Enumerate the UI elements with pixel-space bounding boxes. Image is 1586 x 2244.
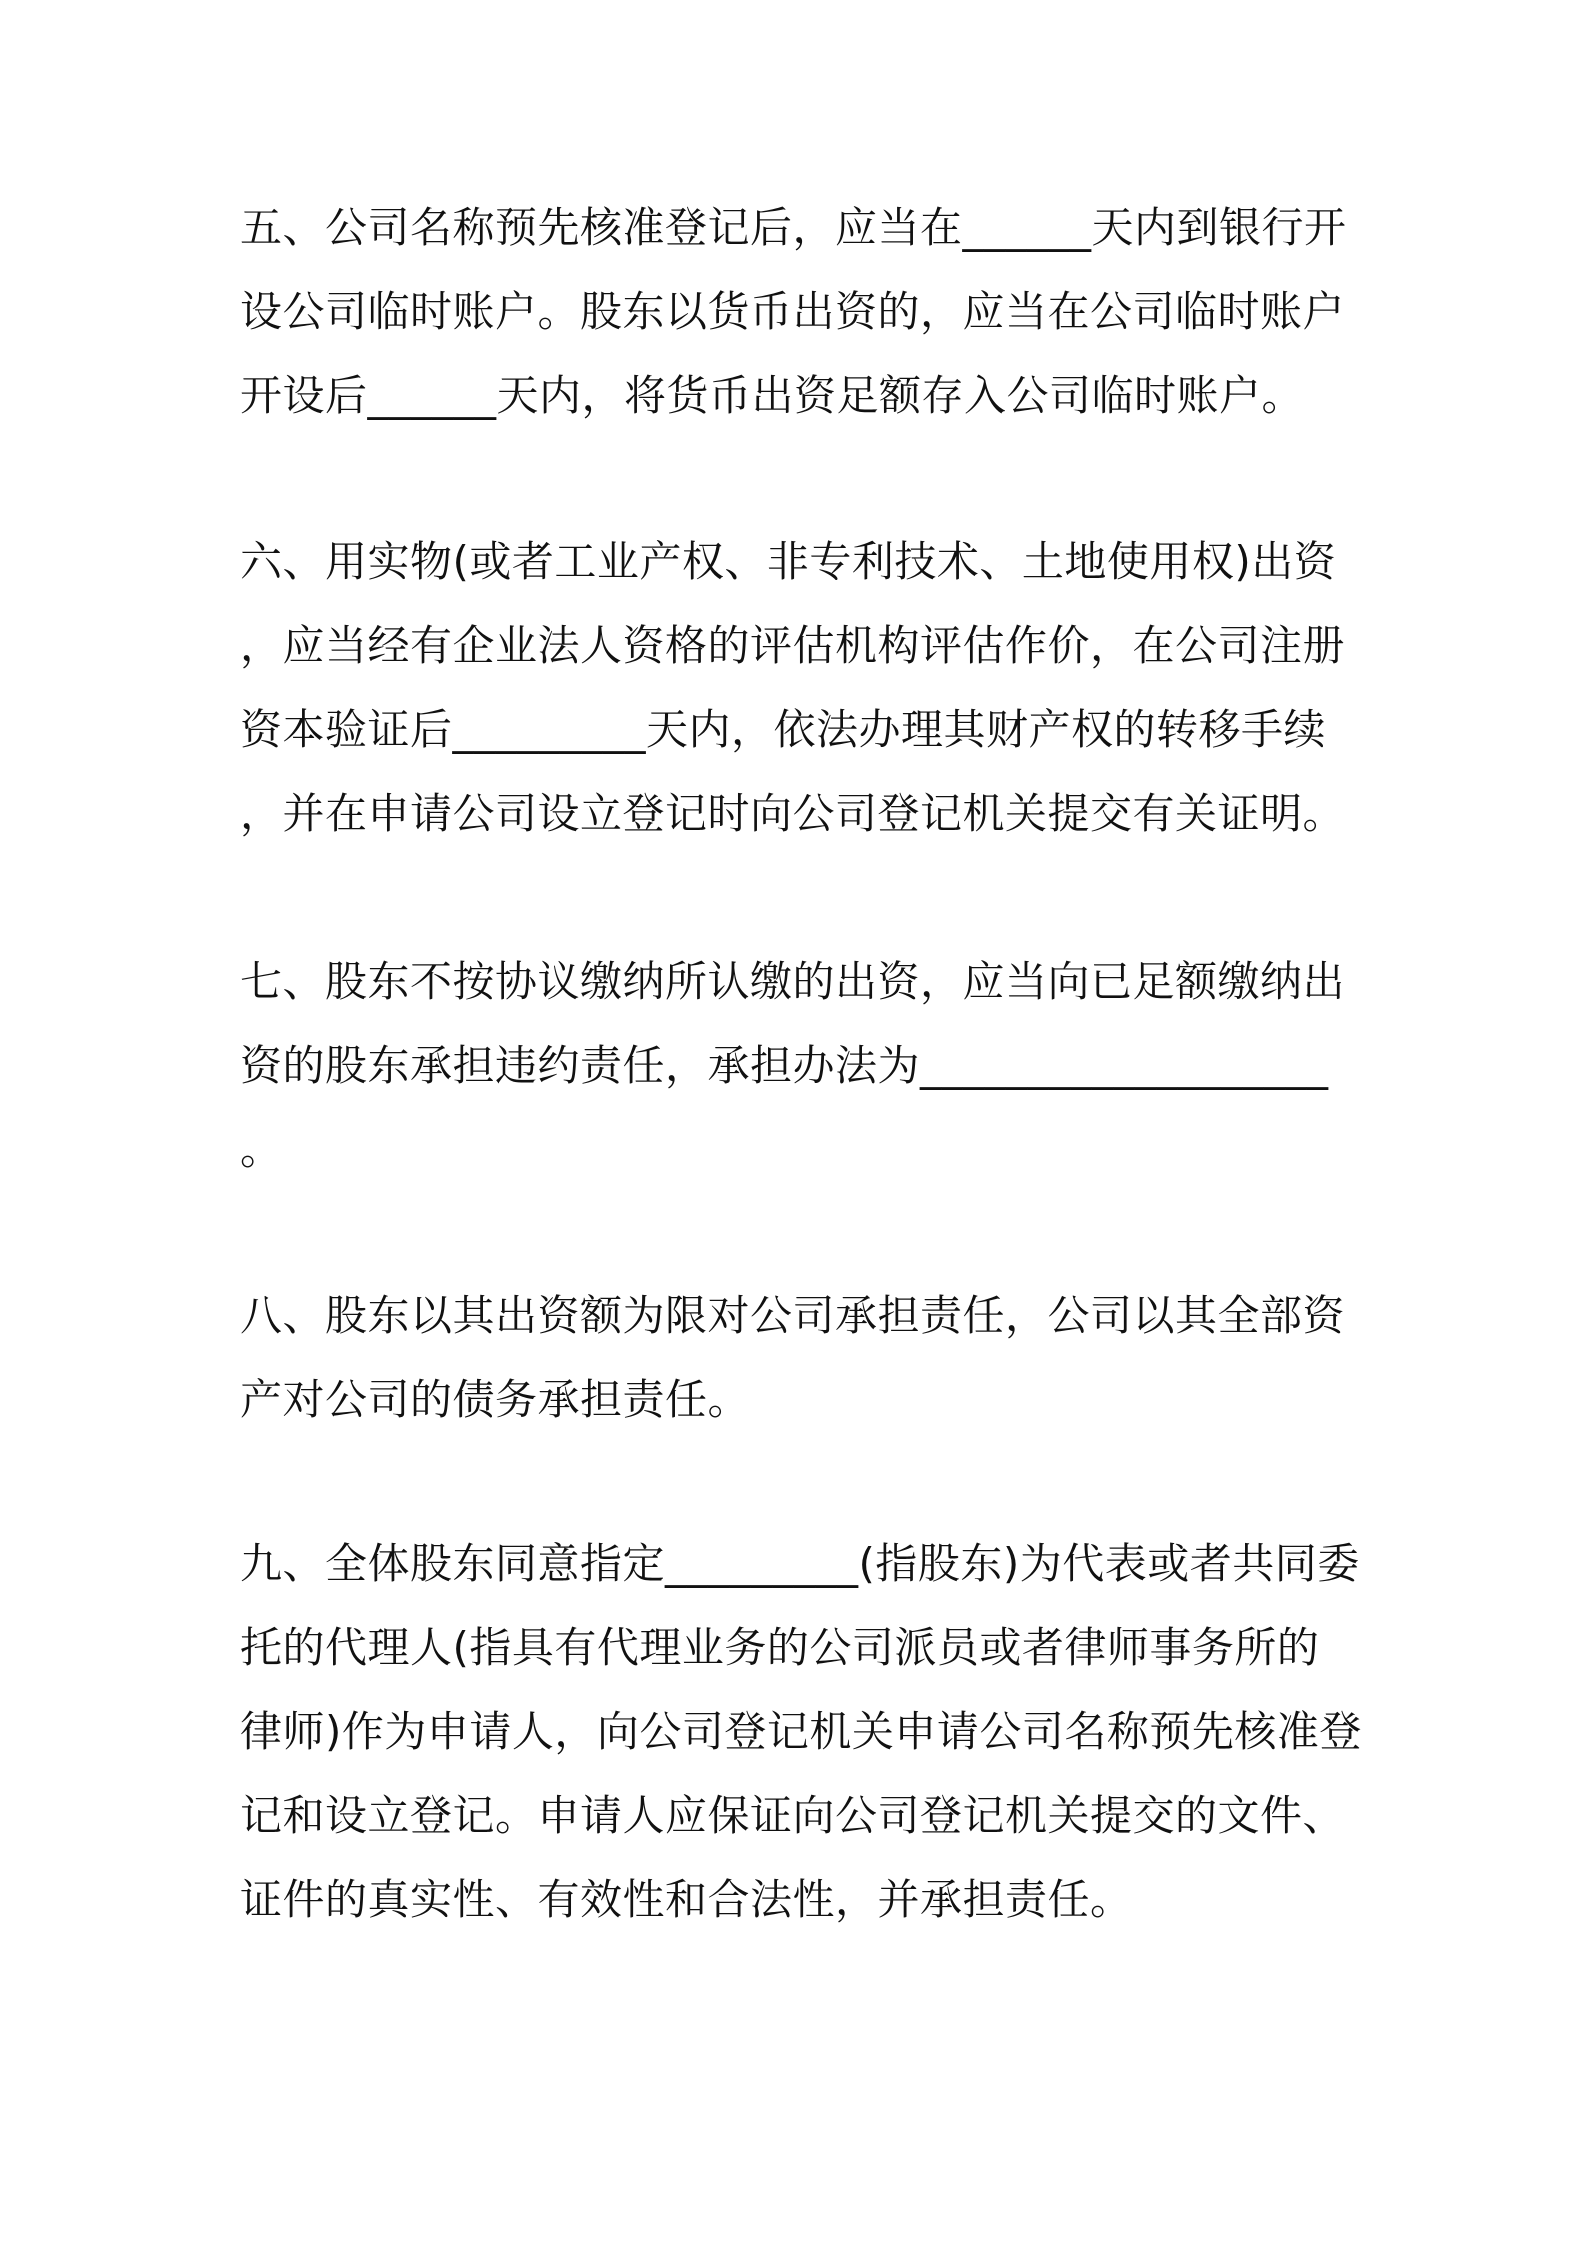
clause-9-paragraph xyxy=(240,1522,1362,1942)
paragraph-line: 托的代理人(指具有代理业务的公司派员或者律师事务所的 xyxy=(240,1623,1320,1672)
clause-5-paragraph xyxy=(240,186,1350,438)
paragraph-line: 律师)作为申请人，向公司登记机关申请公司名称预先核准登 xyxy=(240,1707,1362,1756)
paragraph-line: 五、公司名称预先核准登记后，应当在______天内到银行开 xyxy=(240,203,1347,252)
paragraph-line: 七、股东不按协议缴纳所认缴的出资，应当向已足额缴纳出 xyxy=(240,957,1346,1006)
paragraph-line: 八、股东以其出资额为限对公司承担责任，公司以其全部资 xyxy=(240,1291,1346,1340)
paragraph-line: 资的股东承担违约责任，承担办法为___________________ xyxy=(240,1041,1329,1090)
clause-6-paragraph xyxy=(240,520,1350,856)
paragraph-line: 设公司临时账户。股东以货币出资的，应当在公司临时账户 xyxy=(240,287,1346,336)
paragraph-line: 六、用实物(或者工业产权、非专利技术、土地使用权)出资 xyxy=(240,537,1337,586)
paragraph-line: 。 xyxy=(240,1125,283,1174)
clause-8-paragraph xyxy=(240,1274,1350,1442)
paragraph-line: 九、全体股东同意指定_________(指股东)为代表或者共同委 xyxy=(240,1539,1360,1588)
paragraph-line: ，应当经有企业法人资格的评估机构评估作价，在公司注册 xyxy=(240,621,1346,670)
paragraph-line: 资本验证后_________天内，依法办理其财产权的转移手续 xyxy=(240,705,1327,754)
paragraph-line: 产对公司的债务承担责任。 xyxy=(240,1375,751,1424)
paragraph-line: ，并在申请公司设立登记时向公司登记机关提交有关证明。 xyxy=(240,789,1346,838)
paragraph-line: 记和设立登记。申请人应保证向公司登记机关提交的文件、 xyxy=(240,1791,1346,1840)
paragraph-line: 开设后______天内，将货币出资足额存入公司临时账户。 xyxy=(240,371,1305,420)
clause-7-paragraph xyxy=(240,940,1350,1192)
paragraph-line: 证件的真实性、有效性和合法性，并承担责任。 xyxy=(240,1875,1133,1924)
